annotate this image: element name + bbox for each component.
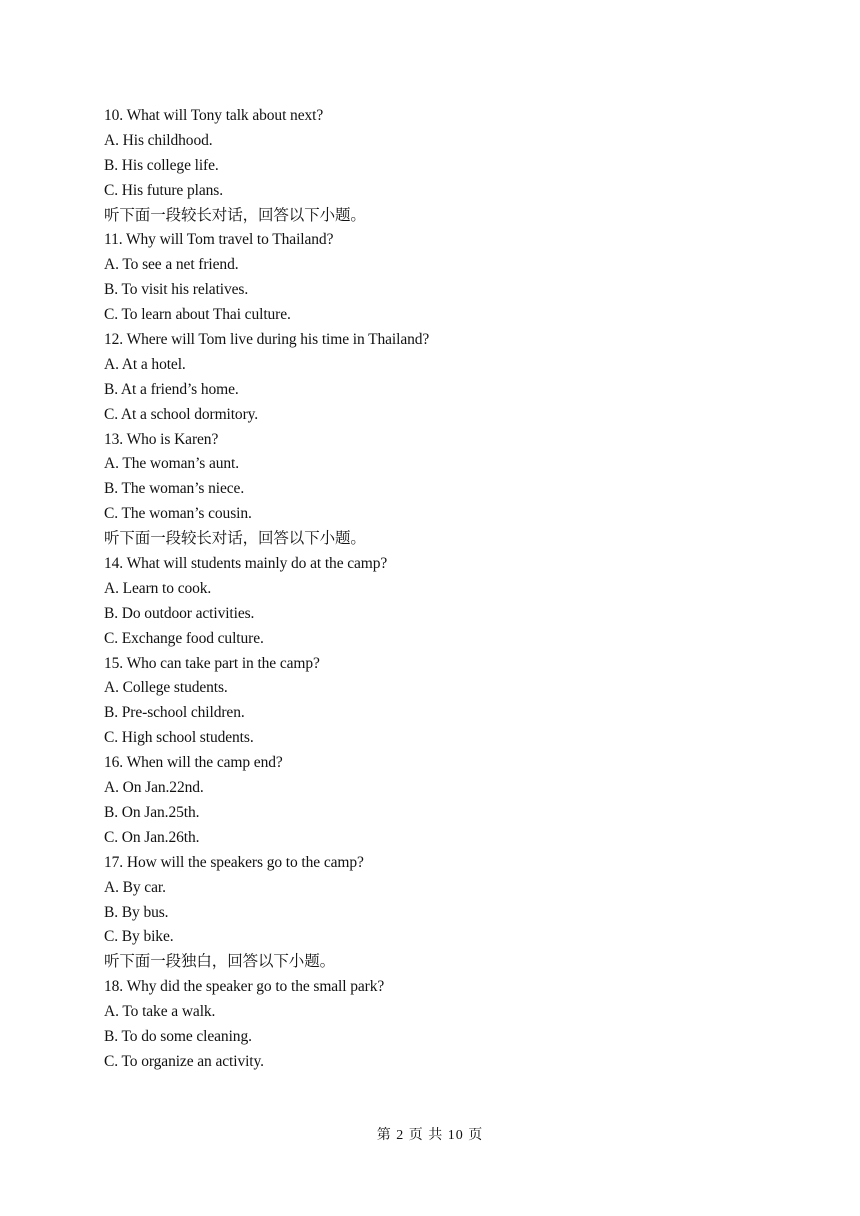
question-16: 16. When will the camp end?	[104, 754, 283, 772]
option-16-a: A. On Jan.22nd.	[104, 779, 204, 797]
option-10-b: B. His college life.	[104, 156, 219, 174]
option-15-a: A. College students.	[104, 679, 228, 697]
question-12: 12. Where will Tom live during his time in Thailand?	[104, 331, 430, 349]
option-18-c: C. To organize an activity.	[104, 1052, 264, 1070]
option-11-c: C. To learn about Thai culture.	[104, 306, 291, 324]
option-11-b: B. To visit his relatives.	[104, 281, 249, 299]
section-instruction: 听下面一段独白，回答以下小题。	[104, 953, 336, 971]
question-10: 10. What will Tony talk about next?	[104, 107, 324, 124]
option-18-b: B. To do some cleaning.	[104, 1027, 252, 1045]
option-13-a: A. The woman’s aunt.	[104, 455, 240, 473]
option-14-c: C. Exchange food culture.	[104, 629, 264, 647]
question-17: 17. How will the speakers go to the camp?	[104, 853, 364, 871]
option-12-b: B. At a friend’s home.	[104, 380, 239, 398]
option-10-c: C. His future plans.	[104, 181, 223, 199]
option-12-a: A. At a hotel.	[104, 355, 186, 373]
question-18: 18. Why did the speaker go to the small park?	[104, 978, 385, 996]
option-15-b: B. Pre-school children.	[104, 704, 245, 722]
question-list	[104, 104, 754, 1075]
option-18-a: A. To take a walk.	[104, 1003, 216, 1021]
question-11: 11. Why will Tom travel to Thailand?	[104, 231, 334, 249]
question-14: 14. What will students mainly do at the camp?	[104, 555, 388, 573]
section-instruction: 听下面一段较长对话，回答以下小题。	[104, 530, 366, 548]
option-14-b: B. Do outdoor activities.	[104, 604, 255, 622]
option-13-c: C. The woman’s cousin.	[104, 505, 252, 523]
question-13: 13. Who is Karen?	[104, 430, 219, 448]
option-14-a: A. Learn to cook.	[104, 579, 212, 597]
section-instruction: 听下面一段较长对话，回答以下小题。	[104, 206, 366, 224]
option-17-b: B. By bus.	[104, 903, 169, 921]
question-15: 15. Who can take part in the camp?	[104, 654, 320, 672]
option-10-a: A. His childhood.	[104, 131, 213, 149]
option-17-c: C. By bike.	[104, 928, 174, 946]
option-15-c: C. High school students.	[104, 729, 254, 747]
option-12-c: C. At a school dormitory.	[104, 405, 259, 423]
option-13-b: B. The woman’s niece.	[104, 480, 245, 498]
option-16-c: C. On Jan.26th.	[104, 828, 200, 846]
option-11-a: A. To see a net friend.	[104, 256, 239, 274]
option-16-b: B. On Jan.25th.	[104, 803, 200, 821]
page-number-footer: 第 2 页 共 10 页	[376, 1128, 484, 1143]
option-17-a: A. By car.	[104, 878, 166, 896]
